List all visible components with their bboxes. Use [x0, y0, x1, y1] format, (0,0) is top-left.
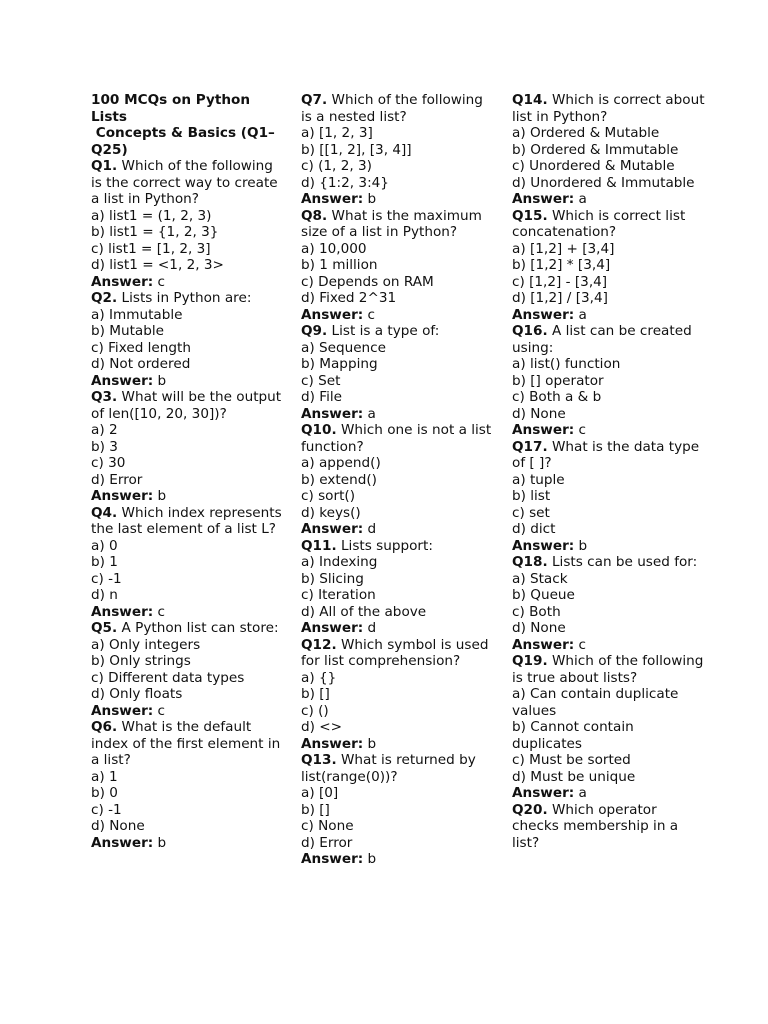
question-block: [91, 290, 286, 389]
answer-option: b) Mutable: [91, 323, 165, 339]
answer-option: c) -1: [91, 801, 122, 818]
answer-option: c) Must be sorted: [512, 752, 631, 768]
question-stem: [91, 389, 286, 422]
question-number: Q19.: [512, 653, 548, 669]
section-heading: Concepts & Basics (Q1–Q25): [91, 125, 275, 158]
answer-label: Answer:: [512, 191, 575, 207]
answer-option: a) 1: [91, 768, 118, 785]
answer-value: a: [578, 785, 587, 801]
answer-label: Answer:: [91, 273, 154, 290]
question-number: Q5.: [91, 620, 118, 636]
question-stem: [91, 505, 286, 538]
answer-option: a) 10,000: [301, 240, 367, 257]
answer-option: d) Only floats: [91, 686, 183, 702]
question-stem: [91, 719, 286, 769]
answer-option: a) 2: [91, 422, 118, 438]
document-title: 100 MCQs on Python Lists: [91, 92, 251, 125]
answer-label: Answer:: [301, 620, 364, 636]
question-stem: [512, 802, 707, 852]
question-text: What is the default index of the first element in a list?: [91, 719, 281, 768]
answer-option: b) list: [512, 488, 551, 504]
answer-value: c: [157, 603, 166, 620]
question-block: [301, 752, 496, 868]
answer-value: b: [367, 191, 377, 207]
answer-value: b: [157, 372, 167, 389]
answer-option: a) Can contain duplicate values: [512, 686, 679, 719]
answer-option: b) list1 = {1, 2, 3}: [91, 224, 219, 240]
answer-option: b) 0: [91, 785, 118, 801]
question-block: [512, 439, 707, 555]
question-stem: [301, 323, 496, 340]
answer-option: b) Only strings: [91, 653, 191, 669]
answer-option: c) Both: [512, 603, 561, 620]
answer-line: [512, 538, 707, 555]
answer-option: d) Error: [91, 471, 143, 488]
answer-option: b) Mapping: [301, 356, 378, 372]
question-number: Q2.: [91, 290, 118, 306]
answer-option: a) list() function: [512, 356, 621, 372]
answer-option: c) None: [301, 818, 354, 834]
answer-option: a) Immutable: [91, 306, 183, 323]
answer-label: Answer:: [301, 306, 364, 323]
answer-label: Answer:: [512, 537, 575, 554]
answer-option: d) File: [301, 389, 342, 405]
answer-line: [91, 488, 286, 505]
question-number: Q1.: [91, 158, 118, 174]
answer-line: [301, 521, 496, 538]
question-stem: [301, 637, 496, 670]
column-2: [301, 92, 496, 868]
question-block: [301, 637, 496, 753]
question-text: What will be the output of len([10, 20, 30])?: [91, 389, 282, 422]
question-stem: [512, 92, 707, 125]
question-number: Q15.: [512, 207, 548, 224]
answer-value: d: [367, 620, 377, 636]
answer-option: c) Depends on RAM: [301, 273, 434, 290]
question-text: Which of the following is true about lists?: [512, 653, 704, 686]
answer-option: d) None: [512, 405, 566, 422]
answer-line: [512, 637, 707, 654]
answer-line: [91, 703, 286, 720]
answer-option: a) list1 = (1, 2, 3): [91, 207, 212, 224]
question-stem: [301, 538, 496, 555]
column-3: [512, 92, 707, 851]
question-number: Q20.: [512, 801, 548, 818]
answer-option: d) {1:2, 3:4}: [301, 174, 389, 191]
question-text: Which of the following is a nested list?: [301, 92, 483, 125]
answer-option: d) dict: [512, 521, 556, 537]
question-text: Which is correct about list in Python?: [512, 92, 705, 125]
question-stem: [512, 554, 707, 571]
answer-option: a) tuple: [512, 471, 565, 488]
question-text: A Python list can store:: [121, 620, 279, 636]
question-stem: [91, 158, 286, 208]
answer-option: c) Different data types: [91, 669, 245, 686]
answer-option: b) Slicing: [301, 570, 364, 587]
answer-line: [512, 785, 707, 802]
answer-option: a) Stack: [512, 570, 568, 587]
question-number: Q12.: [301, 636, 337, 653]
answer-option: a) Only integers: [91, 636, 201, 653]
answer-option: c) Both a & b: [512, 389, 602, 405]
answer-label: Answer:: [301, 191, 364, 207]
question-block: [301, 422, 496, 538]
question-number: Q10.: [301, 422, 337, 438]
answer-option: b) [] operator: [512, 372, 604, 389]
answer-label: Answer:: [512, 785, 575, 801]
answer-value: b: [578, 537, 588, 554]
answer-label: Answer:: [512, 422, 575, 438]
answer-value: a: [578, 306, 587, 323]
answer-option: a) {}: [301, 669, 337, 686]
answer-option: a) 0: [91, 537, 118, 554]
answer-value: b: [157, 488, 167, 504]
question-number: Q11.: [301, 537, 337, 554]
answer-label: Answer:: [91, 488, 154, 504]
question-block: [91, 158, 286, 290]
question-text: Which of the following is the correct way to create a list in Python?: [91, 158, 278, 207]
answer-label: Answer:: [512, 306, 575, 323]
answer-value: b: [367, 735, 377, 752]
question-block: [91, 505, 286, 621]
answer-line: [91, 373, 286, 390]
question-stem: [91, 290, 286, 307]
answer-option: c) (): [301, 702, 329, 719]
answer-option: a) [0]: [301, 785, 339, 801]
answer-option: a) Indexing: [301, 554, 378, 570]
question-block: [91, 719, 286, 851]
answer-value: d: [367, 521, 377, 537]
answer-option: a) append(): [301, 455, 381, 471]
answer-option: c) -1: [91, 570, 122, 587]
answer-option: d) Unordered & Immutable: [512, 174, 695, 191]
answer-option: c) list1 = [1, 2, 3]: [91, 240, 211, 257]
question-number: Q13.: [301, 752, 337, 768]
question-number: Q3.: [91, 389, 118, 405]
question-number: Q18.: [512, 554, 548, 570]
answer-option: b) Queue: [512, 587, 575, 603]
answer-option: c) Unordered & Mutable: [512, 158, 675, 174]
answer-line: [512, 307, 707, 324]
answer-value: c: [578, 422, 587, 438]
question-stem: [301, 752, 496, 785]
question-text: A list can be created using:: [512, 323, 692, 356]
question-number: Q7.: [301, 92, 328, 108]
answer-line: [301, 406, 496, 423]
answer-line: [91, 835, 286, 852]
answer-option: b) Cannot contain duplicates: [512, 719, 634, 752]
answer-label: Answer:: [91, 603, 154, 620]
answer-label: Answer:: [301, 521, 364, 537]
answer-label: Answer:: [301, 851, 364, 867]
answer-option: d) keys(): [301, 504, 361, 521]
answer-option: d) <>: [301, 719, 343, 735]
column-1: [91, 92, 286, 851]
answer-option: c) Set: [301, 372, 341, 389]
answer-option: b) []: [301, 686, 330, 702]
answer-value: c: [157, 273, 166, 290]
question-block: [512, 323, 707, 439]
answer-label: Answer:: [91, 372, 154, 389]
answer-value: c: [157, 702, 166, 719]
question-number: Q8.: [301, 207, 328, 224]
answer-value: b: [157, 834, 167, 851]
answer-option: c) Iteration: [301, 587, 376, 603]
answer-option: b) [1,2] * [3,4]: [512, 257, 611, 273]
answer-option: d) Fixed 2^31: [301, 290, 397, 306]
answer-label: Answer:: [512, 636, 575, 653]
question-stem: [91, 620, 286, 637]
answer-option: a) [1, 2, 3]: [301, 125, 373, 141]
answer-option: d) Must be unique: [512, 768, 636, 785]
answer-option: c) [1,2] - [3,4]: [512, 273, 608, 290]
question-stem: [512, 439, 707, 472]
question-block: [301, 208, 496, 324]
question-stem: [512, 653, 707, 686]
question-block: [91, 389, 286, 505]
question-stem: [512, 323, 707, 356]
question-block: [512, 802, 707, 852]
question-text: Which symbol is used for list comprehension?: [301, 636, 489, 669]
question-text: Lists in Python are:: [121, 290, 252, 306]
answer-label: Answer:: [301, 735, 364, 752]
answer-option: d) Not ordered: [91, 356, 191, 372]
answer-value: a: [367, 405, 376, 422]
question-number: Q9.: [301, 323, 328, 339]
answer-option: d) list1 = <1, 2, 3>: [91, 257, 224, 273]
answer-option: d) [1,2] / [3,4]: [512, 290, 608, 306]
answer-label: Answer:: [301, 405, 364, 422]
answer-option: a) Sequence: [301, 339, 387, 356]
answer-option: b) 1 million: [301, 257, 378, 273]
question-text: What is the maximum size of a list in Python?: [301, 207, 482, 240]
answer-option: a) [1,2] + [3,4]: [512, 240, 615, 257]
answer-option: c) set: [512, 504, 550, 521]
answer-option: b) 1: [91, 554, 118, 570]
question-block: [301, 323, 496, 422]
answer-option: c) Fixed length: [91, 339, 191, 356]
question-stem: [301, 208, 496, 241]
answer-option: b) []: [301, 801, 330, 818]
question-stem: [301, 92, 496, 125]
question-number: Q14.: [512, 92, 548, 108]
question-block: [91, 620, 286, 719]
answer-line: [301, 191, 496, 208]
answer-option: d) Error: [301, 834, 353, 851]
answer-line: [301, 851, 496, 868]
answer-option: d) All of the above: [301, 603, 427, 620]
answer-option: c) sort(): [301, 488, 356, 504]
answer-option: b) 3: [91, 438, 118, 455]
question-stem: [512, 208, 707, 241]
question-stem: [301, 422, 496, 455]
answer-option: b) extend(): [301, 471, 377, 488]
answer-line: [512, 191, 707, 208]
answer-option: c) 30: [91, 455, 126, 471]
answer-option: d) None: [512, 620, 566, 636]
question-block: [301, 92, 496, 208]
question-block: [301, 538, 496, 637]
answer-value: c: [578, 636, 587, 653]
question-block: [512, 653, 707, 802]
question-block: [512, 554, 707, 653]
answer-option: c) (1, 2, 3): [301, 158, 372, 174]
question-text: Lists can be used for:: [551, 554, 698, 570]
answer-value: a: [578, 191, 587, 207]
question-text: Which is correct list concatenation?: [512, 207, 686, 240]
answer-option: d) n: [91, 587, 118, 603]
answer-line: [301, 736, 496, 753]
question-number: Q16.: [512, 323, 548, 339]
answer-option: b) [[1, 2], [3, 4]]: [301, 141, 412, 158]
answer-value: b: [367, 851, 377, 867]
question-text: Which operator checks membership in a list?: [512, 801, 679, 851]
question-text: List is a type of:: [331, 323, 440, 339]
question-number: Q17.: [512, 438, 548, 455]
question-block: [512, 92, 707, 208]
question-text: Lists support:: [340, 537, 433, 554]
answer-line: [301, 307, 496, 324]
question-text: Which one is not a list function?: [301, 422, 492, 455]
question-number: Q6.: [91, 719, 118, 735]
question-text: Which index represents the last element of a list L?: [91, 504, 282, 537]
answer-value: c: [367, 306, 376, 323]
answer-option: b) Ordered & Immutable: [512, 141, 679, 158]
question-text: What is returned by list(range(0))?: [301, 752, 476, 785]
answer-option: d) None: [91, 818, 145, 834]
answer-line: [301, 620, 496, 637]
answer-label: Answer:: [91, 834, 154, 851]
answer-option: a) Ordered & Mutable: [512, 125, 660, 141]
answer-label: Answer:: [91, 702, 154, 719]
answer-line: [512, 422, 707, 439]
question-text: What is the data type of [ ]?: [512, 438, 700, 471]
answer-line: [91, 274, 286, 291]
answer-line: [91, 604, 286, 621]
question-number: Q4.: [91, 504, 118, 521]
question-block: [512, 208, 707, 324]
